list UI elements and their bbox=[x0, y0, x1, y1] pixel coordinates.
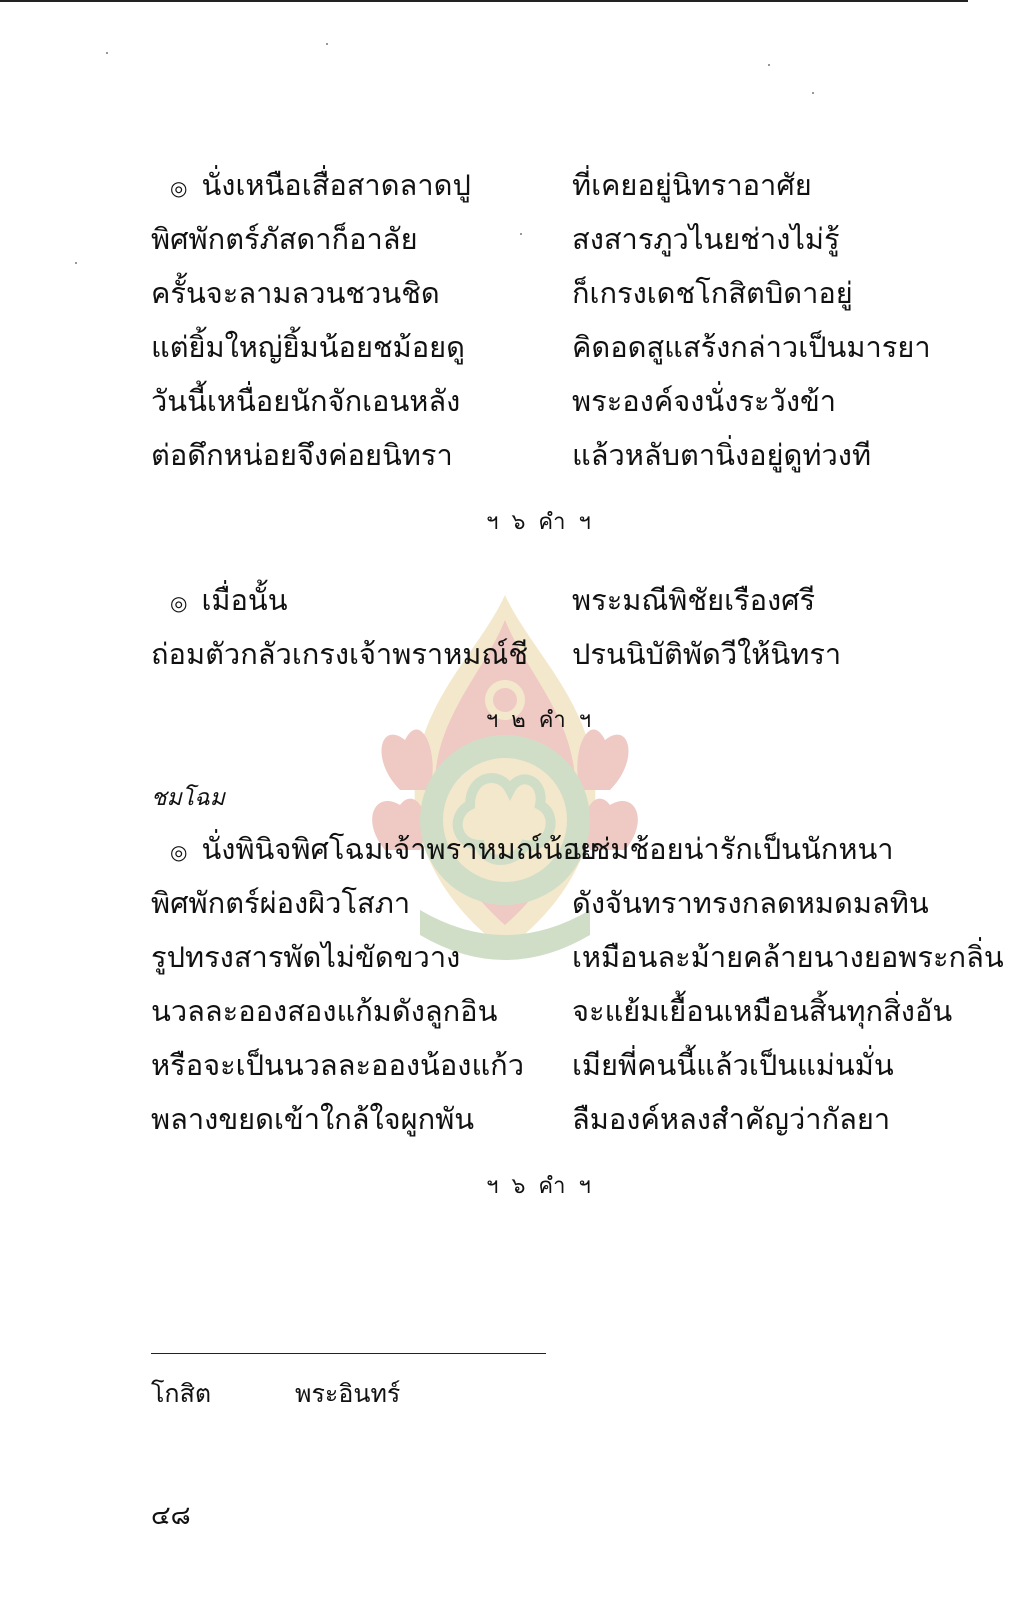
footnote-term: โกสิต bbox=[151, 1379, 212, 1408]
second-hemistich: ปรนนิบัติพัดวีให้นิทรา bbox=[572, 637, 842, 671]
top-rule bbox=[0, 0, 968, 2]
second-hemistich: พระมณีพิชัยเรืองศรี bbox=[572, 583, 816, 617]
footnote bbox=[151, 1374, 400, 1414]
first-hemistich: พิศพักตร์ผ่องผิวโสภา bbox=[151, 886, 411, 920]
second-hemistich: เมียพี่คนนี้แล้วเป็นแม่นมั่น bbox=[572, 1048, 894, 1082]
second-hemistich: แช่มช้อยน่ารักเป็นนักหนา bbox=[572, 832, 894, 866]
verse-line bbox=[0, 930, 1024, 984]
second-hemistich: ที่เคยอยู่นิทราอาศัย bbox=[572, 168, 812, 202]
kham-count: ฯ ๖ คำ ฯ bbox=[486, 510, 594, 535]
second-hemistich: พระองค์จงนั่งระวังข้า bbox=[572, 384, 837, 418]
verse-line bbox=[0, 266, 1024, 320]
second-hemistich: เหมือนละม้ายคล้ายนางยอพระกลิ่น bbox=[572, 940, 1004, 974]
scan-speck bbox=[106, 52, 108, 54]
scan-speck bbox=[812, 92, 814, 94]
first-hemistich: แต่ยิ้มใหญ่ยิ้มน้อยชม้อยดู bbox=[151, 330, 466, 364]
second-hemistich: สงสารภูวไนยช่างไม่รู้ bbox=[572, 222, 840, 256]
section-heading: ชมโฉม bbox=[151, 785, 225, 811]
verse-line bbox=[0, 876, 1024, 930]
verse-line bbox=[0, 1038, 1024, 1092]
first-hemistich: เมื่อนั้น bbox=[201, 583, 288, 617]
verse-line bbox=[0, 374, 1024, 428]
first-hemistich: วันนี้เหนื่อยนักจักเอนหลัง bbox=[151, 384, 461, 418]
stanza-marker-icon: ◎ bbox=[170, 176, 188, 200]
stanza-marker-icon: ◎ bbox=[170, 840, 188, 864]
first-hemistich: นั่งเหนือเสื่อสาดลาดปู bbox=[201, 168, 471, 202]
footnote-rule bbox=[151, 1353, 546, 1354]
verse-line bbox=[0, 428, 1024, 482]
first-hemistich: ถ่อมตัวกลัวเกรงเจ้าพราหมณ์ชี bbox=[151, 637, 529, 671]
verse-line bbox=[0, 822, 1024, 876]
second-hemistich: ลืมองค์หลงสำคัญว่ากัลยา bbox=[572, 1102, 891, 1136]
verse-line bbox=[0, 1092, 1024, 1146]
verse-line bbox=[0, 627, 1024, 681]
verse-line bbox=[0, 573, 1024, 627]
verse-line bbox=[0, 158, 1024, 212]
footnote-definition: พระอินทร์ bbox=[295, 1379, 401, 1408]
first-hemistich: พลางขยดเข้าใกล้ใจผูกพัน bbox=[151, 1102, 475, 1136]
second-hemistich: คิดอดสูแสร้งกล่าวเป็นมารยา bbox=[572, 330, 931, 364]
verse-line bbox=[0, 984, 1024, 1038]
first-hemistich: นวลละอองสองแก้มดังลูกอิน bbox=[151, 994, 498, 1028]
page-number: ๔๘ bbox=[151, 1501, 191, 1531]
first-hemistich: พิศพักตร์ภัสดาก็อาลัย bbox=[151, 222, 418, 256]
kham-count: ฯ ๖ คำ ฯ bbox=[486, 1174, 594, 1199]
verse-line bbox=[0, 320, 1024, 374]
first-hemistich: รูปทรงสารพัดไม่ขัดขวาง bbox=[151, 940, 461, 974]
first-hemistich: หรือจะเป็นนวลละอองน้องแก้ว bbox=[151, 1048, 524, 1082]
stanza-marker-icon: ◎ bbox=[170, 591, 188, 615]
kham-count: ฯ ๒ คำ ฯ bbox=[485, 708, 595, 733]
second-hemistich: จะแย้มเยื้อนเหมือนสิ้นทุกสิ่งอัน bbox=[572, 994, 953, 1028]
scan-speck bbox=[768, 64, 770, 66]
second-hemistich: ก็เกรงเดชโกสิตบิดาอยู่ bbox=[572, 276, 853, 310]
second-hemistich: แล้วหลับตานิ่งอยู่ดูท่วงที bbox=[572, 438, 872, 472]
scan-speck bbox=[326, 43, 328, 45]
first-hemistich: นั่งพินิจพิศโฉมเจ้าพราหมณ์น้อย bbox=[201, 832, 597, 866]
first-hemistich: ต่อดึกหน่อยจึงค่อยนิทรา bbox=[151, 438, 453, 472]
second-hemistich: ดังจันทราทรงกลดหมดมลทิน bbox=[572, 886, 929, 920]
verse-line bbox=[0, 212, 1024, 266]
first-hemistich: ครั้นจะลามลวนชวนชิด bbox=[151, 276, 440, 310]
